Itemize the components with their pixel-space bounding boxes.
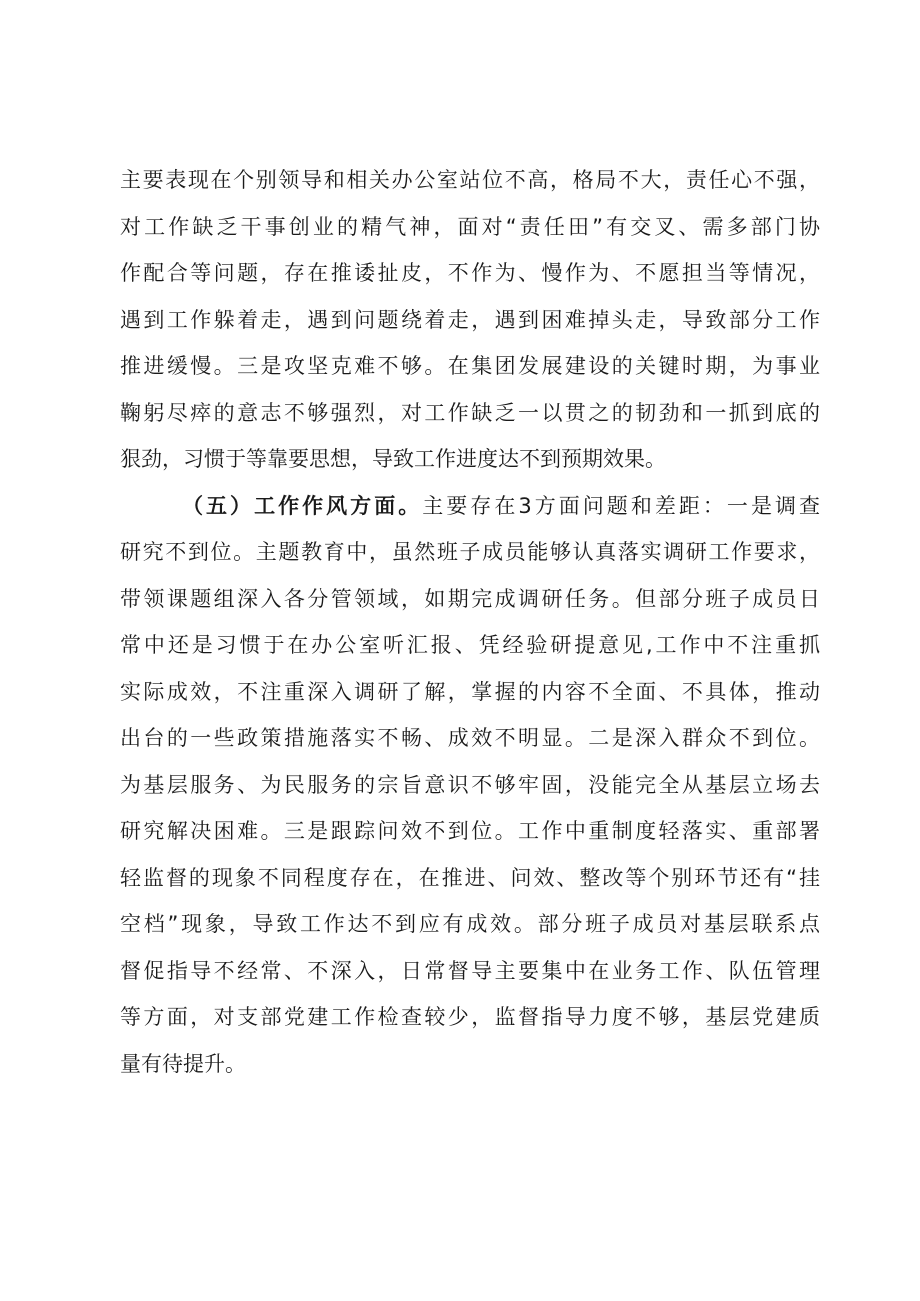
text-line: 轻监督的现象不同程度存在，在推进、问效、整改等个别环节还有“挂: [120, 865, 820, 890]
section-5-first-line: [120, 483, 820, 530]
text-line: 量有待提升。: [120, 1051, 246, 1076]
text-line: 常中还是习惯于在办公室听汇报、凭经验研提意见,工作中不注重抓: [120, 633, 820, 657]
text-line: 带领课题组深入各分管领域，如期完成调研任务。但部分班子成员日: [120, 586, 820, 611]
text-line: 研究不到位。主题教育中，虽然班子成员能够认真落实调研工作要求，: [120, 540, 820, 564]
section-5-first-line-text: 主要存在3方面问题和差距：一是调查: [422, 493, 821, 518]
text-line: 实际成效，不注重深入调研了解，掌握的内容不全面、不具体，推动: [120, 679, 820, 704]
text-line: 狠劲，习惯于等靠要思想，导致工作进度达不到预期效果。: [120, 447, 666, 471]
text-line: 主要表现在个别领导和相关办公室站位不高，格局不大，责任心不强，: [120, 168, 820, 192]
text-line: 等方面，对支部党建工作检查较少，监督指导力度不够，基层党建质: [120, 1005, 820, 1029]
text-line: 对工作缺乏干事创业的精气神，面对“责任田”有交叉、需多部门协: [120, 214, 820, 239]
section-5-heading: （五）工作作风方面。: [182, 493, 423, 518]
text-line: 鞠躬尽瘁的意志不够强烈，对工作缺乏一以贯之的韧劲和一抓到底的: [120, 400, 820, 425]
text-line: 督促指导不经常、不深入，日常督导主要集中在业务工作、队伍管理: [120, 958, 820, 983]
text-line: 推进缓慢。三是攻坚克难不够。在集团发展建设的关键时期，为事业: [120, 354, 820, 378]
text-line: 空档”现象，导致工作达不到应有成效。部分班子成员对基层联系点: [120, 912, 820, 936]
text-line: 出台的一些政策措施落实不畅、成效不明显。二是深入群众不到位。: [120, 726, 820, 750]
text-line: 为基层服务、为民服务的宗旨意识不够牢固，没能完全从基层立场去: [120, 772, 820, 797]
text-line: 遇到工作躲着走，遇到问题绕着走，遇到困难掉头走，导致部分工作: [120, 307, 820, 332]
text-line: 研究解决困难。三是跟踪问效不到位。工作中重制度轻落实、重部署: [120, 819, 820, 843]
body-text: [120, 157, 820, 1087]
text-line: 作配合等问题，存在推诿扯皮，不作为、慢作为、不愿担当等情况，: [120, 261, 820, 285]
